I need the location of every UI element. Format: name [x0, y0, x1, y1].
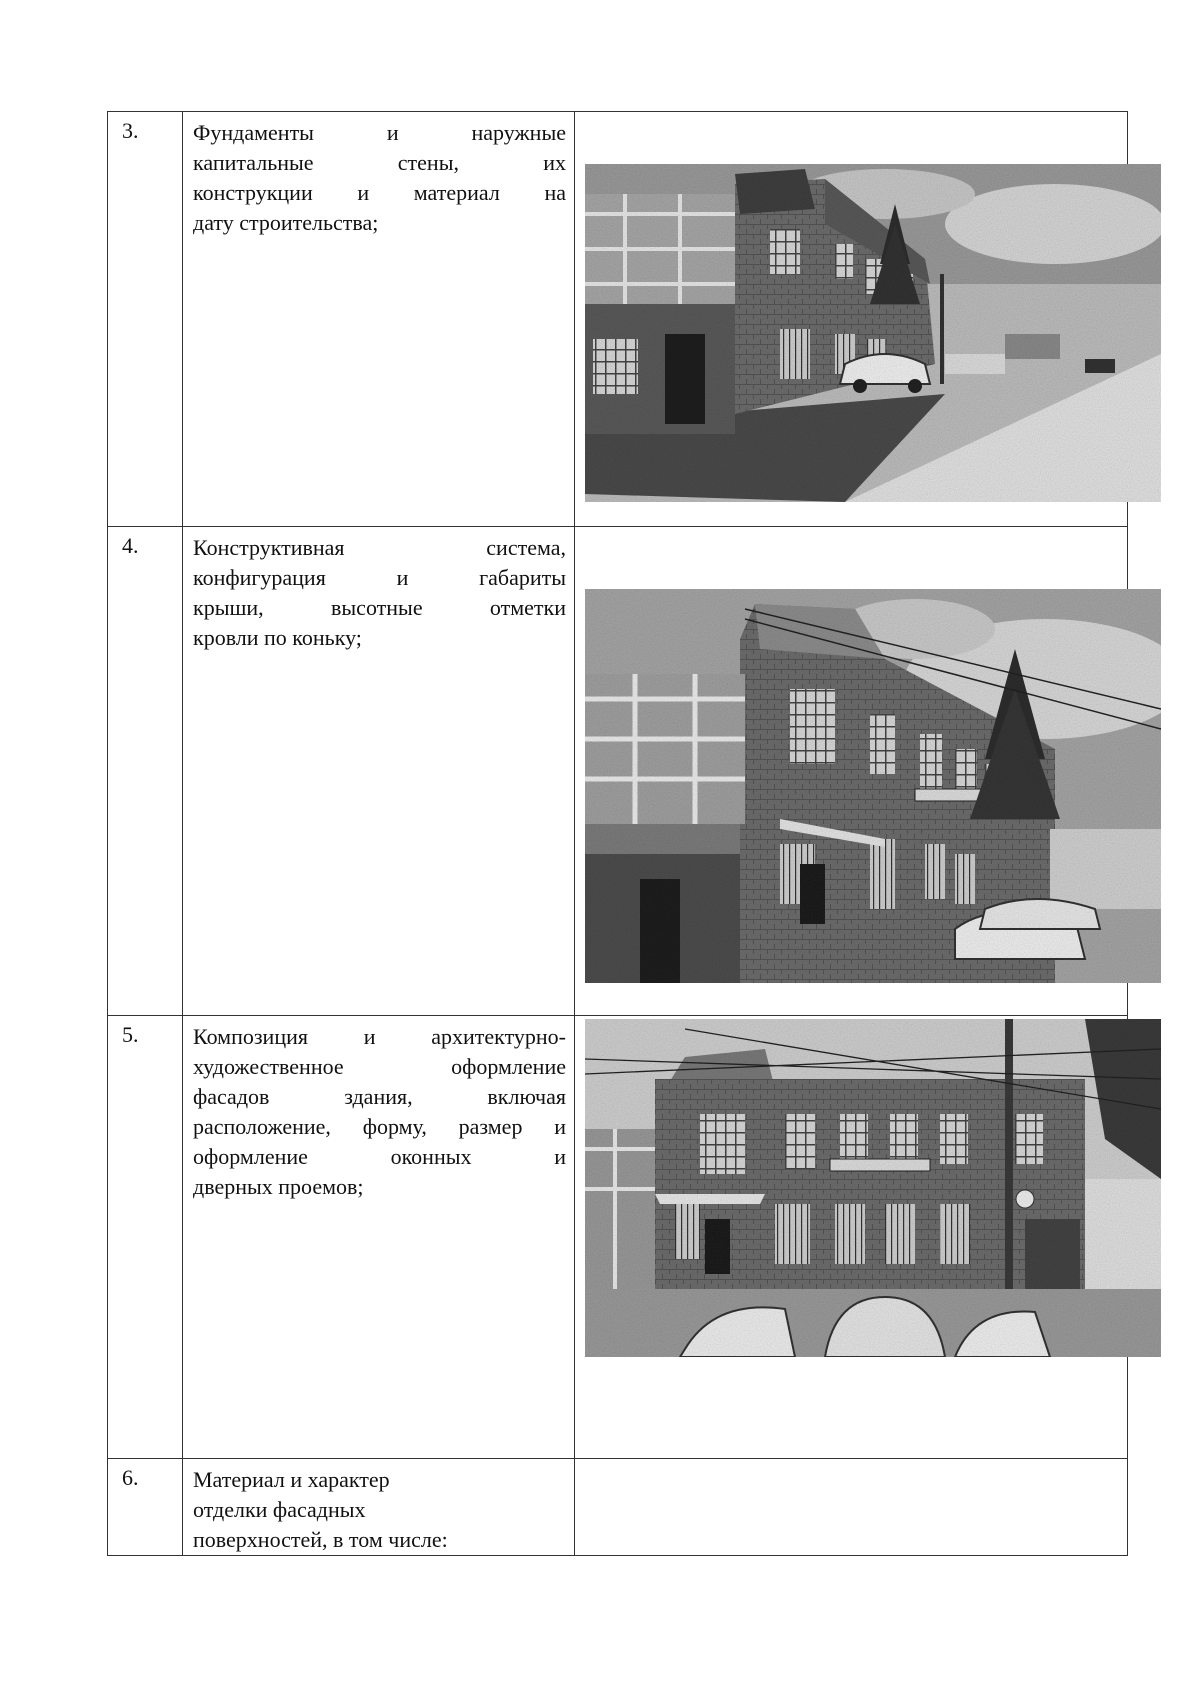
photo-cell	[575, 112, 1128, 527]
desc-line: дату строительства;	[193, 210, 379, 235]
desc-line: фасадов здания, включая	[193, 1084, 566, 1109]
table-row	[108, 1016, 1128, 1459]
row-description	[183, 1459, 575, 1556]
building-photo-roof-angle	[585, 589, 1161, 983]
desc-line: конфигурация и габариты	[193, 565, 566, 590]
photo-cell	[575, 1016, 1128, 1459]
row-number: 6.	[108, 1459, 183, 1556]
table-row	[108, 1459, 1128, 1556]
desc-line: Конструктивная система,	[193, 535, 566, 560]
row-description	[183, 1016, 575, 1459]
desc-line: дверных проемов;	[193, 1174, 364, 1199]
desc-line: Фундаменты и наружные	[193, 120, 566, 145]
desc-line: Композиция и архитектурно-	[193, 1024, 566, 1049]
desc-line: капитальные стены, их	[193, 150, 566, 175]
document-table	[107, 111, 1128, 1556]
building-photo-facade-front	[585, 1019, 1161, 1357]
row-description	[183, 527, 575, 1016]
row-number: 3.	[108, 112, 183, 527]
photo-cell	[575, 527, 1128, 1016]
row-number: 4.	[108, 527, 183, 1016]
desc-line: конструкции и материал на	[193, 180, 566, 205]
desc-line: отделки фасадных	[193, 1497, 366, 1522]
desc-line: оформление оконных и	[193, 1144, 566, 1169]
desc-line: художественное оформление	[193, 1054, 566, 1079]
photo-cell-empty	[575, 1459, 1128, 1556]
building-photo-street-angle	[585, 164, 1161, 502]
desc-line: кровли по коньку;	[193, 625, 362, 650]
desc-line: крыши, высотные отметки	[193, 595, 566, 620]
row-description	[183, 112, 575, 527]
desc-line: расположение, форму, размер и	[193, 1114, 566, 1139]
desc-line: поверхностей, в том числе:	[193, 1527, 448, 1552]
table-row	[108, 527, 1128, 1016]
desc-line: Материал и характер	[193, 1467, 390, 1492]
table-row	[108, 112, 1128, 527]
row-number: 5.	[108, 1016, 183, 1459]
